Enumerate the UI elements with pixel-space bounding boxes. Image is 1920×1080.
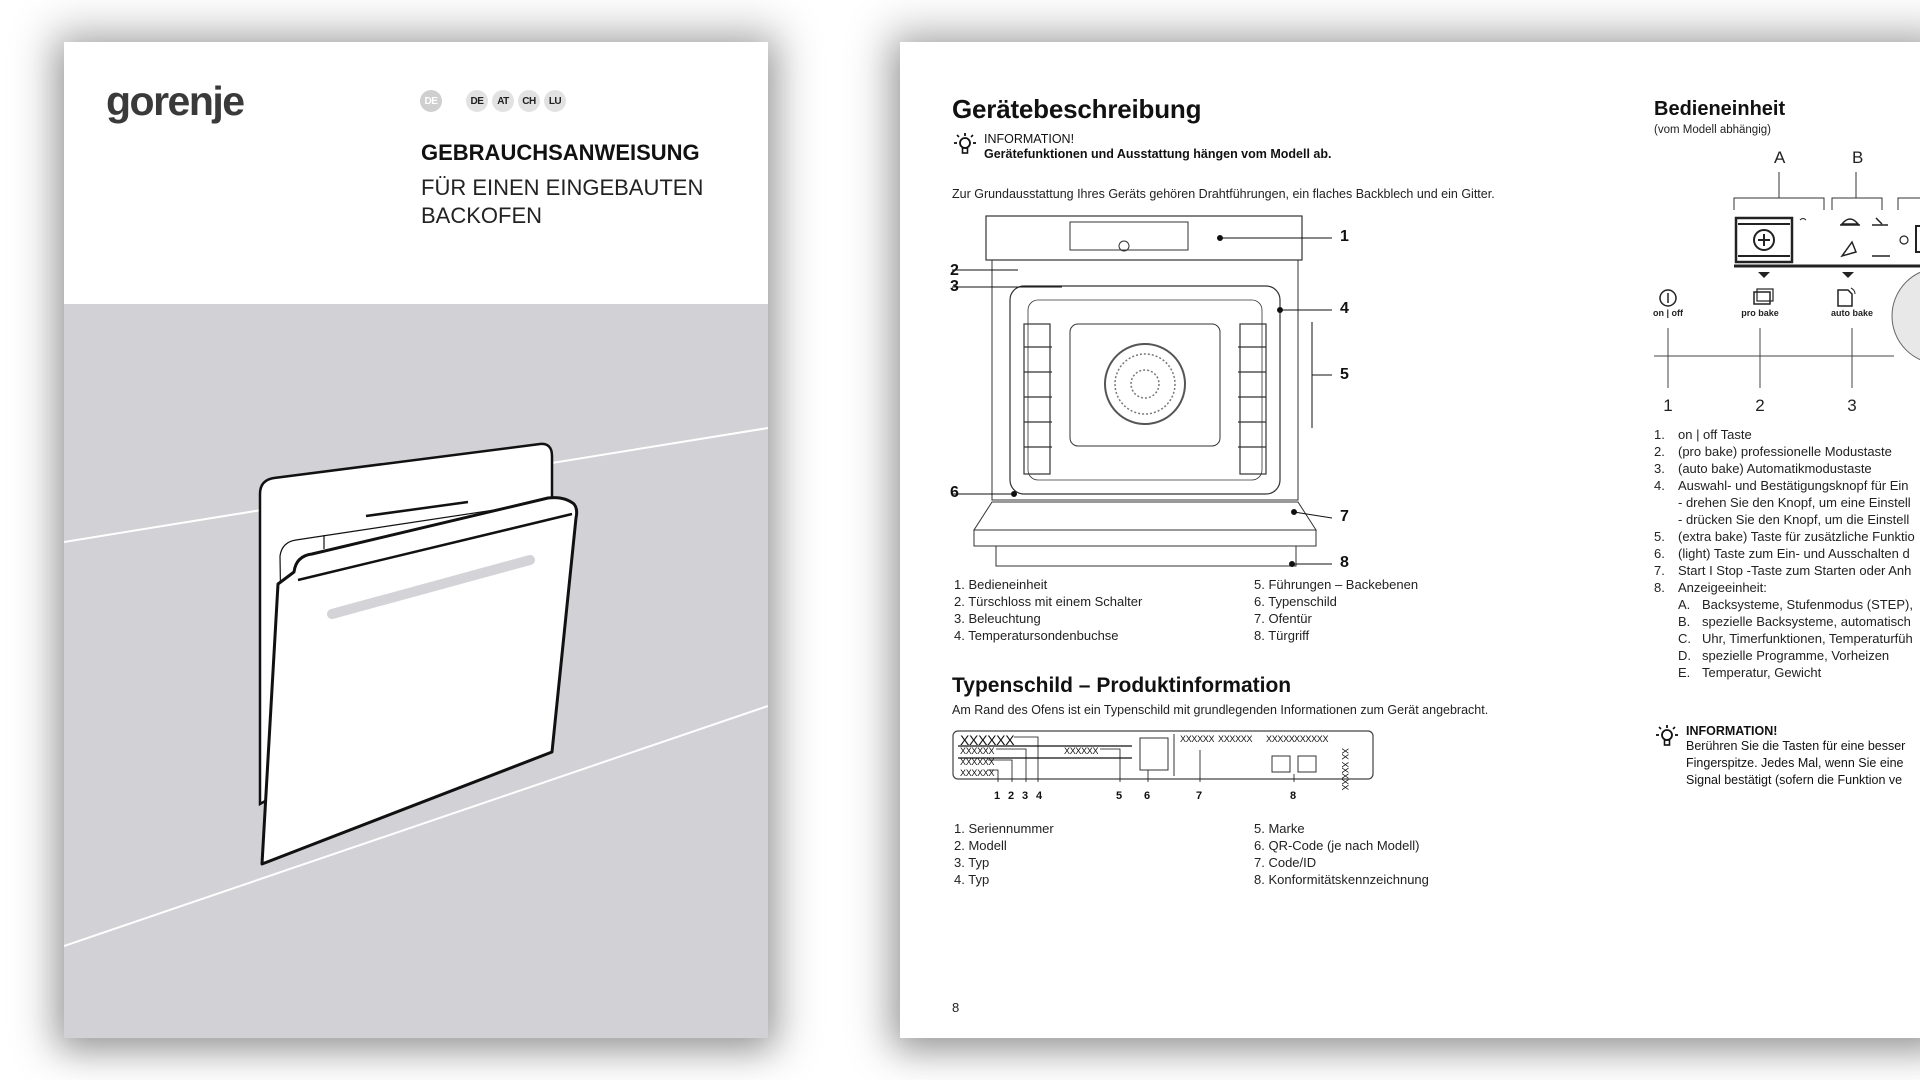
language-badge: CH (518, 90, 540, 112)
selection-knob (1892, 268, 1920, 364)
plate-callout-5: 5 (1116, 790, 1123, 802)
info-line: Fingerspitze. Jedes Mal, wenn Sie eine (1686, 756, 1904, 770)
control-callout-2: 2 (1755, 396, 1765, 415)
info-text: Gerätefunktionen und Ausstattung hängen vom Modell ab. (984, 147, 1332, 161)
language-badge: LU (544, 90, 566, 112)
description-legend-right (1254, 576, 1418, 644)
oven-front-diagram (952, 212, 1352, 612)
callout-6: 6 (950, 484, 959, 501)
info-note (952, 132, 1331, 163)
info-label: INFORMATION! (984, 132, 1075, 146)
legend-item: 2. Modell (954, 838, 1007, 853)
list-item: 5. (extra bake) Taste für zusätzliche Funktio (1654, 529, 1915, 544)
plate-placeholder: XXXXX (1266, 734, 1295, 744)
plate-placeholder-serial: XXXXXX (960, 732, 1015, 748)
plate-placeholder: XXXXXX (960, 746, 995, 756)
oven-door-open (974, 502, 1316, 530)
plate-callout-1: 1 (994, 790, 1001, 802)
language-badge: DE (466, 90, 488, 112)
control-info-note (1654, 724, 1905, 789)
info-label: INFORMATION! (1686, 724, 1778, 738)
display-list-item: B. spezielle Backsysteme, automatisch (1678, 614, 1911, 629)
display-list-item: D. spezielle Programme, Vorheizen (1678, 648, 1890, 663)
legend-item: 1. Seriennummer (954, 821, 1054, 836)
list-item: 2. (pro bake) professionelle Modustaste (1654, 444, 1892, 459)
legend-item: 3. Beleuchtung (954, 611, 1041, 626)
list-item: 3. (auto bake) Automatikmodustaste (1654, 461, 1872, 476)
display-section-a-label: A (1774, 148, 1786, 167)
plate-callout-6: 6 (1144, 790, 1151, 802)
info-line: Berühren Sie die Tasten für eine besser (1686, 739, 1906, 753)
plate-placeholder-brand: XXXXXX (1064, 746, 1099, 756)
rating-plate-intro: Am Rand des Ofens ist ein Typenschild mit grundlegenden Informationen zum Gerät angebracht. (952, 703, 1489, 717)
rating-plate-legend-left (954, 820, 1054, 888)
section-title-control-unit: Bedieneinheit (1654, 98, 1786, 120)
plate-placeholder: XXXXXX (960, 757, 995, 767)
current-language-badge: DE (420, 90, 442, 112)
brand-logo: gorenje (106, 78, 244, 124)
callout-8: 8 (1340, 554, 1349, 571)
section-title-rating-plate: Typenschild – Produktinformation (952, 674, 1292, 697)
rating-plate-legend-right (1254, 820, 1429, 888)
lightbulb-icon (1654, 724, 1680, 750)
display-labels (1800, 219, 1806, 221)
auto-bake-icon (1838, 290, 1852, 306)
legend-item: 1. Bedieneinheit (954, 577, 1048, 592)
list-item: 1. on | off Taste (1654, 427, 1752, 442)
callout-1: 1 (1340, 228, 1349, 245)
plate-placeholder-vertical: XX XXXXX (1340, 748, 1350, 791)
legend-item: 4. Temperatursondenbuchse (954, 628, 1119, 643)
callout-7: 7 (1340, 508, 1349, 525)
manual-page-8 (900, 42, 1920, 1038)
legend-item: 8. Konformitätskennzeichnung (1254, 872, 1429, 887)
list-item: 7. Start I Stop -Taste zum Starten oder Anh (1654, 563, 1912, 578)
button-label-auto-bake: auto bake (1830, 308, 1873, 318)
plate-placeholder-id: XXXXXX (1218, 734, 1253, 744)
control-callout-3: 3 (1847, 396, 1857, 415)
legend-item: 7. Code/ID (1254, 855, 1317, 870)
display-list-item: A. Backsysteme, Stufenmodus (STEP), (1678, 597, 1913, 612)
plate-callout-4: 4 (1036, 790, 1043, 802)
callout-5: 5 (1340, 366, 1349, 383)
control-unit-subtitle: (vom Modell abhängig) (1654, 124, 1771, 136)
list-item: 6. (light) Taste zum Ein- und Ausschalten d (1654, 546, 1910, 561)
legend-item: 5. Führungen – Backebenen (1254, 577, 1419, 592)
section-title-device-description: Gerätebeschreibung (952, 94, 1202, 124)
cover-subtitle: FÜR EINEN EINGEBAUTEN BACKOFEN (421, 175, 704, 228)
display-list-item: E. Temperatur, Gewicht (1678, 665, 1822, 680)
list-item: - drücken Sie den Knopf, um die Einstell (1678, 512, 1910, 527)
button-label-on-off: on | off (1652, 308, 1683, 318)
display-section-b-label: B (1852, 148, 1864, 167)
display-list-item: C. Uhr, Timerfunktionen, Temperaturfüh (1678, 631, 1913, 646)
plate-placeholder: XXXXXX (1294, 734, 1329, 744)
plate-placeholder: XXXXXX (960, 768, 995, 778)
list-item: 8. Anzeigeeinheit: (1654, 580, 1767, 595)
control-panel-diagram (1654, 168, 1920, 408)
plate-callout-7: 7 (1196, 790, 1203, 802)
built-in-oven-illustration (64, 304, 768, 1038)
legend-item: 6. QR-Code (je nach Modell) (1254, 838, 1420, 853)
plate-callout-2: 2 (1008, 790, 1015, 802)
legend-item: 3. Typ (954, 855, 990, 870)
display-panel-b (1840, 218, 1890, 256)
plate-placeholder-code: XXXXXX (1180, 734, 1215, 744)
legend-item: 8. Türgriff (1254, 628, 1310, 643)
plate-callout-8: 8 (1290, 790, 1297, 802)
legend-item: 7. Ofentür (1254, 611, 1312, 626)
callout-3: 3 (950, 278, 959, 295)
list-item: - drehen Sie den Knopf, um eine Einstell (1678, 495, 1911, 510)
language-codes (420, 90, 570, 112)
control-callout-1: 1 (1663, 396, 1673, 415)
language-badge: AT (492, 90, 514, 112)
legend-item: 2. Türschloss mit einem Schalter (954, 594, 1143, 609)
fan-cover (1105, 344, 1185, 424)
description-legend-left (954, 576, 1142, 644)
button-label-pro-bake: pro bake (1741, 308, 1779, 318)
page-number: 8 (952, 1000, 960, 1015)
info-line: Signal bestätigt (sofern die Funktion ve (1686, 773, 1903, 787)
callout-2: 2 (950, 262, 959, 279)
legend-item: 4. Typ (954, 872, 990, 887)
control-unit-list (1654, 426, 1915, 681)
section-brackets (1734, 172, 1920, 210)
list-item: 4. Auswahl- und Bestätigungsknopf für Ein (1654, 478, 1909, 493)
legend-item: 6. Typenschild (1254, 594, 1337, 609)
manual-cover-page (64, 42, 768, 1038)
intro-text: Zur Grundausstattung Ihres Geräts gehören Drahtführungen, ein flaches Backblech und ein Gitter. (952, 187, 1495, 201)
callout-4: 4 (1340, 300, 1349, 317)
lightbulb-icon (952, 132, 978, 158)
plate-callout-3: 3 (1022, 790, 1029, 802)
display-panel-a (1736, 218, 1792, 262)
cover-title: GEBRAUCHSANWEISUNG (421, 140, 700, 165)
door-handle-bar (996, 546, 1296, 566)
legend-item: 5. Marke (1254, 821, 1305, 836)
